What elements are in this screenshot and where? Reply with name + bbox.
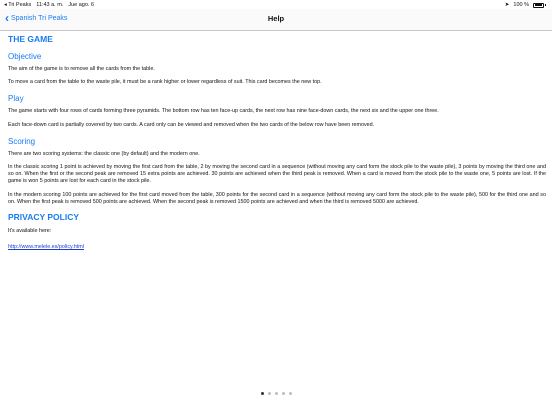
play-paragraph-1: The game starts with four rows of cards forming three pyramids. The bottom row has ten face-up cards, the next row has nine face-down cards, the next six and the upper one three. xyxy=(8,108,439,115)
help-content xyxy=(8,32,546,253)
battery-icon xyxy=(533,3,544,8)
privacy-policy-link[interactable]: http://www.melele.es/policy.html xyxy=(8,244,84,251)
scoring-paragraph-2: In the classic scoring 1 point is achieved by moving the first card from the table, 2 by moving the second card in a sequence (without moving any card form the stock pile to the waste pile), 3 points by moving the third one and so on. When the first or the second peak are removed 15 extra points are achieved. 30 points are achieved when the third peak is removed. When a card is moved from the stock pile to the waste one, 5 points are lost. If the game is won 5 points are lost for each card in the stock pile. xyxy=(8,164,546,185)
scoring-paragraph-1: There are two scoring systems: the classic one (by default) and the modern one. xyxy=(8,150,200,157)
status-left xyxy=(4,2,94,8)
subsection-title-play: Play xyxy=(8,94,24,104)
play-paragraph-2: Each face-down card is partially covered by two cards. A card only can be viewed and removed when the two cards of the below row have been removed. xyxy=(8,121,375,128)
page-dot[interactable] xyxy=(282,392,285,395)
location-icon: ➤ xyxy=(504,2,510,8)
objective-paragraph-2: To move a card from the table to the waste pile, it must be a rank higher or lower regardless of suit. This card becomes the new top. xyxy=(8,79,322,86)
status-date: Jue ago. 6 xyxy=(68,2,95,8)
status-time: 11:43 a. m. xyxy=(36,2,64,8)
back-button-label: Spanish Tri Peaks xyxy=(11,14,68,22)
page-title: Help xyxy=(267,14,285,23)
section-title-privacy: PRIVACY POLICY xyxy=(8,212,80,223)
scoring-paragraph-3: In the modern scoring 100 points are achieved for the first card moved from the table, 300 points for the second card in a sequence (without moving any card form the stock pile to the waste pile), 500 for the third one and so on. When the first peak is removed 500 points are achieved. When the second peak is removed 1500 points are achieved and when the third is removed 5000 are achieved. xyxy=(8,191,546,205)
page-indicator[interactable] xyxy=(0,392,552,395)
status-right xyxy=(505,2,546,8)
objective-paragraph-1: The aim of the game is to remove all the cards from the table. xyxy=(8,66,155,72)
section-title-game: THE GAME xyxy=(8,34,53,44)
page-dot[interactable] xyxy=(289,392,292,395)
battery-percent: 100 % xyxy=(513,2,529,8)
page-dot[interactable] xyxy=(268,392,271,395)
subsection-title-objective: Objective xyxy=(8,52,42,61)
chevron-left-icon: ‹ xyxy=(5,11,9,25)
subsection-title-scoring: Scoring xyxy=(8,136,36,146)
battery-tip xyxy=(545,4,546,6)
page-dot[interactable] xyxy=(261,392,264,395)
navigation-bar xyxy=(0,9,552,31)
page-dot[interactable] xyxy=(275,392,278,395)
privacy-text: It's available here: xyxy=(8,228,52,235)
back-to-app-link[interactable]: ◂ Tri Peaks xyxy=(4,2,32,8)
